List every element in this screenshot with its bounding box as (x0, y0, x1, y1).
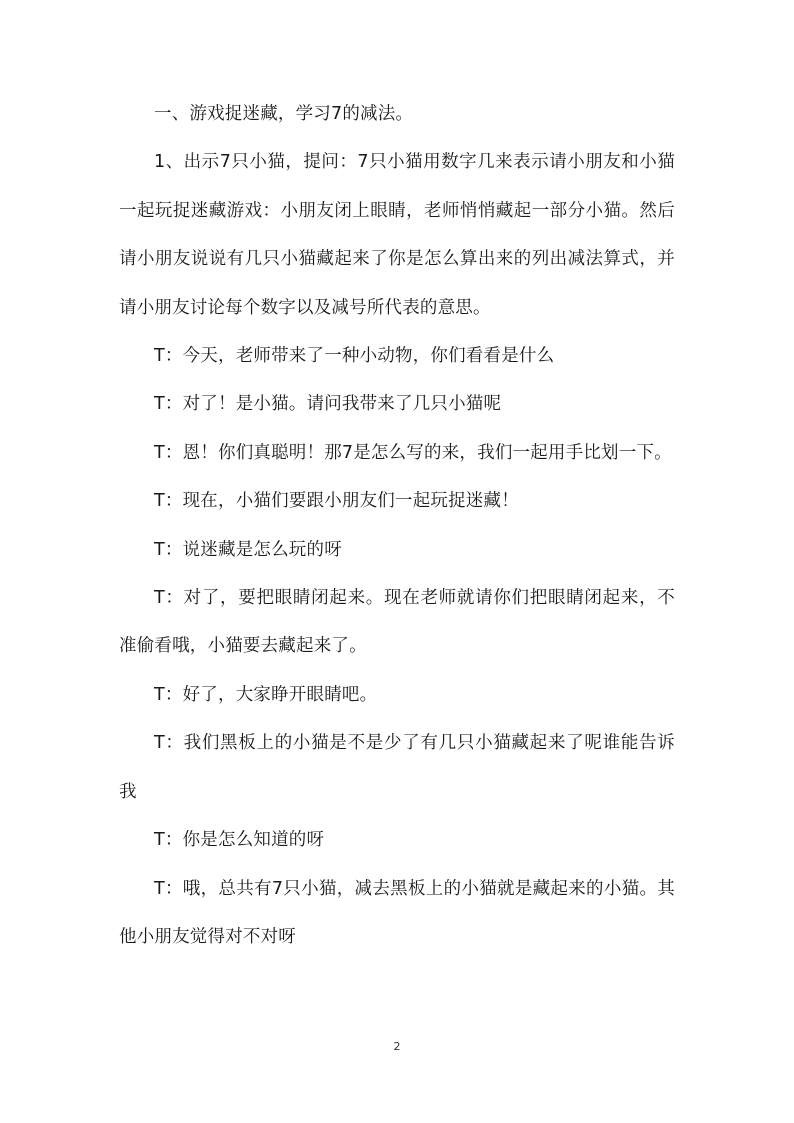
paragraph-instruction: 1、出示7只小猫，提问：7只小猫用数字几来表示请小朋友和小猫一起玩捉迷藏游戏：小朋友闭上眼睛，老师悄悄藏起一部分小猫。然后请小朋友说说有几只小猫藏起来了你是怎么算出来的列出减法算式，并请小朋友讨论每个数字以及减号所代表的意思。 (119, 152, 675, 318)
dialogue-line: T：我们黑板上的小猫是不是少了有几只小猫藏起来了呢谁能告诉我 (119, 733, 675, 802)
page-number: 2 (393, 1040, 401, 1053)
dialogue-line: T：好了，大家睁开眼睛吧。 (154, 684, 378, 705)
document-body (119, 90, 675, 961)
dialogue-line: T：说迷藏是怎么玩的呀 (154, 539, 342, 560)
section-heading: 一、游戏捉迷藏，学习7的减法。 (154, 104, 414, 124)
dialogue-line: T：恩！你们真聪明！那7是怎么写的来，我们一起用手比划一下。 (154, 442, 672, 463)
dialogue-line: T：对了，要把眼睛闭起来。现在老师就请你们把眼睛闭起来，不准偷看哦，小猫要去藏起来了。 (119, 588, 675, 657)
dialogue-line: T：现在，小猫们要跟小朋友们一起玩捉迷藏！ (154, 491, 519, 512)
dialogue-line: T：今天，老师带来了一种小动物，你们看看是什么 (154, 346, 555, 367)
dialogue-line: T：你是怎么知道的呀 (154, 830, 325, 851)
dialogue-line: T：哦，总共有7只小猫，减去黑板上的小猫就是藏起来的小猫。其他小朋友觉得对不对呀 (119, 878, 675, 947)
dialogue-line: T：对了！是小猫。请问我带来了几只小猫呢 (154, 394, 502, 415)
